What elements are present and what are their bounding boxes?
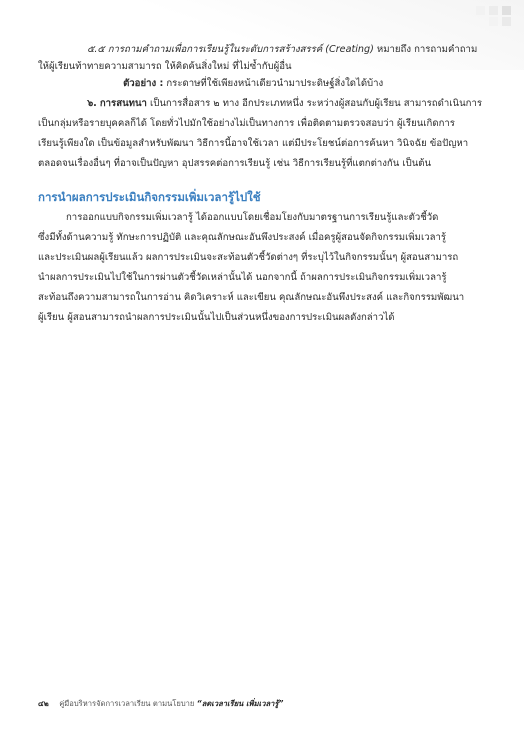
section-6-line1-rest: เป็นการสื่อสาร ๒ ทาง อีกประเภทหนึ่ง ระหว่างผู้สอนกับผู้เรียน สามารถดำเนินการ bbox=[149, 98, 482, 109]
section-5-5-line-1 bbox=[38, 42, 488, 58]
section-5-5-example bbox=[38, 76, 488, 92]
example-text: กระดาษที่ใช้เพียงหน้าเดียวนำมาประดิษฐ์สิ่งใดได้บ้าง bbox=[166, 78, 384, 89]
paragraph-line: สะท้อนถึงความสามารถในการอ่าน คิดวิเคราะห์ และเขียน คุณลักษณะอันพึงประสงค์ และกิจกรรมพัฒนา bbox=[38, 292, 465, 303]
section-5-5-number: ๕.๕ bbox=[87, 44, 105, 55]
section-6-number: ๖. bbox=[87, 98, 97, 109]
paragraph-line: ผู้เรียน ผู้สอนสามารถนำผลการประเมินนั้นไปเป็นส่วนหนึ่งของการประเมินผลดังกล่าวได้ bbox=[38, 312, 395, 323]
section-6-line-1 bbox=[38, 96, 488, 112]
paragraph-line: และประเมินผลผู้เรียนแล้ว ผลการประเมินจะสะท้อนตัวชี้วัดต่างๆ ที่ระบุไว้ในกิจกรรมนั้นๆ ผู้สอนสามารถ bbox=[38, 252, 459, 263]
page-number: ๔๒ bbox=[38, 699, 49, 708]
page-footer bbox=[38, 698, 283, 710]
section-5-5-title: การถามคำถามเพื่อการเรียนรู้ในระดับการสร้างสรรค์ (Creating) bbox=[107, 44, 374, 55]
section-6-label: การสนทนา bbox=[99, 98, 147, 109]
section-6-line-3: เรียนรู้เพียงใด เป็นข้อมูลสำหรับพัฒนา วิธีการนี้อาจใช้เวลา แต่มีประโยชน์ต่อการค้นหา วินิจฉัย ข้อปัญหา bbox=[38, 138, 469, 149]
paragraph-line: การออกแบบกิจกรรมเพิ่มเวลารู้ ได้ออกแบบโดยเชื่อมโยงกับมาตรฐานการเรียนรู้และตัวชี้วัด bbox=[66, 212, 439, 223]
paragraph-line: ซึ่งมีทั้งด้านความรู้ ทักษะการปฏิบัติ และคุณลักษณะอันพึงประสงค์ เมื่อครูผู้สอนจัดกิจกรรมเพิ่มเวลารู้ bbox=[38, 232, 447, 243]
section-6-line-2: เป็นกลุ่มหรือรายบุคคลก็ได้ โดยทั่วไปมักใช้อย่างไม่เป็นทางการ เพื่อติดตามตรวจสอบว่า ผู้เรียนเกิดการ bbox=[38, 118, 455, 129]
section-5-5-line-2: ให้ผู้เรียนท้าทายความสามารถ ให้คิดค้นสิ่งใหม่ ที่ไม่ซ้ำกับผู้อื่น bbox=[38, 61, 292, 72]
section-6-line-4: ตลอดจนเรื่องอื่นๆ ที่อาจเป็นปัญหา อุปสรรคต่อการเรียนรู้ เช่น วิธีการเรียนรู้ที่แตกต่างกัน เป็นต้น bbox=[38, 158, 432, 169]
footer-text: คู่มือบริหารจัดการเวลาเรียน ตามนโยบาย bbox=[59, 699, 195, 708]
section-5-5-line1-rest: หมายถึง การถามคำถาม bbox=[376, 44, 478, 55]
footer-highlight: “ลดเวลาเรียน เพิ่มเวลารู้” bbox=[196, 699, 284, 708]
example-label: ตัวอย่าง : bbox=[123, 78, 164, 89]
paragraph-line: นำผลการประเมินไปใช้ในการผ่านตัวชี้วัดเหล่านั้นได้ นอกจากนี้ ถ้าผลการประเมินกิจกรรมเพิ่มเวลารู้ bbox=[38, 272, 447, 283]
section-heading: การนำผลการประเมินกิจกรรมเพิ่มเวลารู้ไปใช้ bbox=[38, 190, 261, 204]
